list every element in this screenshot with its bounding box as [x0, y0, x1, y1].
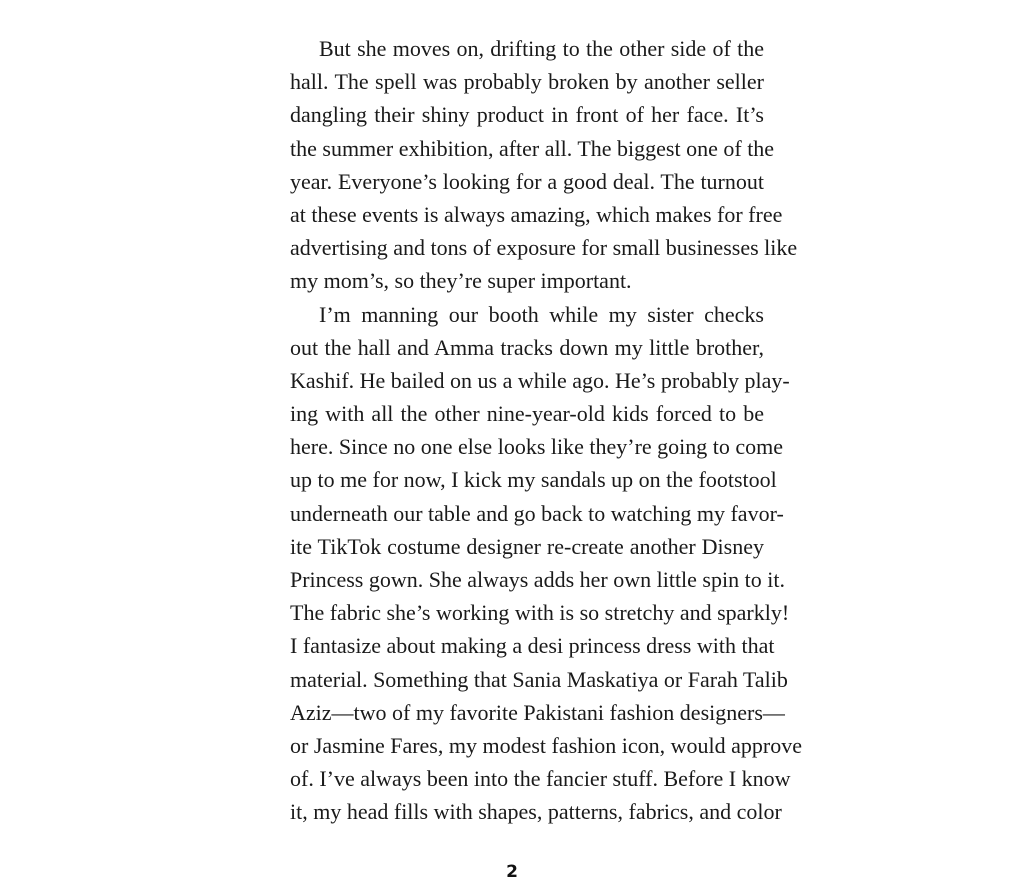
text-line: Princess gown. She always adds her own little spin to it.: [290, 567, 785, 592]
text-line: the summer exhibition, after all. The biggest one of the: [290, 135, 775, 161]
text-line: up to me for now, I kick my sandals up on the footstool: [290, 467, 777, 493]
text-line: here. Since no one else looks like they’re going to come: [290, 434, 784, 460]
body-text: [290, 32, 803, 829]
text-line: my mom’s, so they’re super important.: [290, 268, 632, 294]
page-number: 2: [506, 862, 518, 882]
text-line: out the hall and Amma tracks down my little brother,: [290, 334, 764, 360]
text-line: advertising and tons of exposure for small businesses like: [290, 235, 798, 261]
text-line: of. I’ve always been into the fancier stuff. Before I know: [290, 766, 791, 792]
text-line: But she moves on, drifting to the other side of the: [319, 36, 764, 61]
text-line: hall. The spell was probably broken by another seller: [290, 69, 764, 95]
text-line: material. Something that Sania Maskatiya or Farah Talib: [290, 666, 788, 692]
text-line: Aziz—two of my favorite Pakistani fashion designers—: [290, 699, 785, 725]
text-line: it, my head fills with shapes, patterns, fabrics, and color: [290, 799, 782, 825]
text-line: year. Everyone’s looking for a good deal. The turnout: [290, 168, 764, 194]
text-line: or Jasmine Fares, my modest fashion icon, would approve: [290, 732, 803, 758]
text-line: Kashif. He bailed on us a while ago. He’s probably play-: [290, 367, 790, 393]
text-line: The fabric she’s working with is so stretchy and sparkly!: [290, 600, 790, 626]
text-line: dangling their shiny product in front of her face. It’s: [290, 102, 764, 128]
text-line: underneath our table and go back to watching my favor-: [290, 500, 784, 526]
text-line: at these events is always amazing, which makes for free: [290, 201, 783, 227]
text-line: I’m manning our booth while my sister checks: [319, 301, 764, 327]
text-line: I fantasize about making a desi princess dress with that: [290, 633, 775, 659]
text-line: ing with all the other nine-year-old kids forced to be: [290, 401, 764, 427]
text-line: ite TikTok costume designer re-create another Disney: [290, 533, 764, 559]
